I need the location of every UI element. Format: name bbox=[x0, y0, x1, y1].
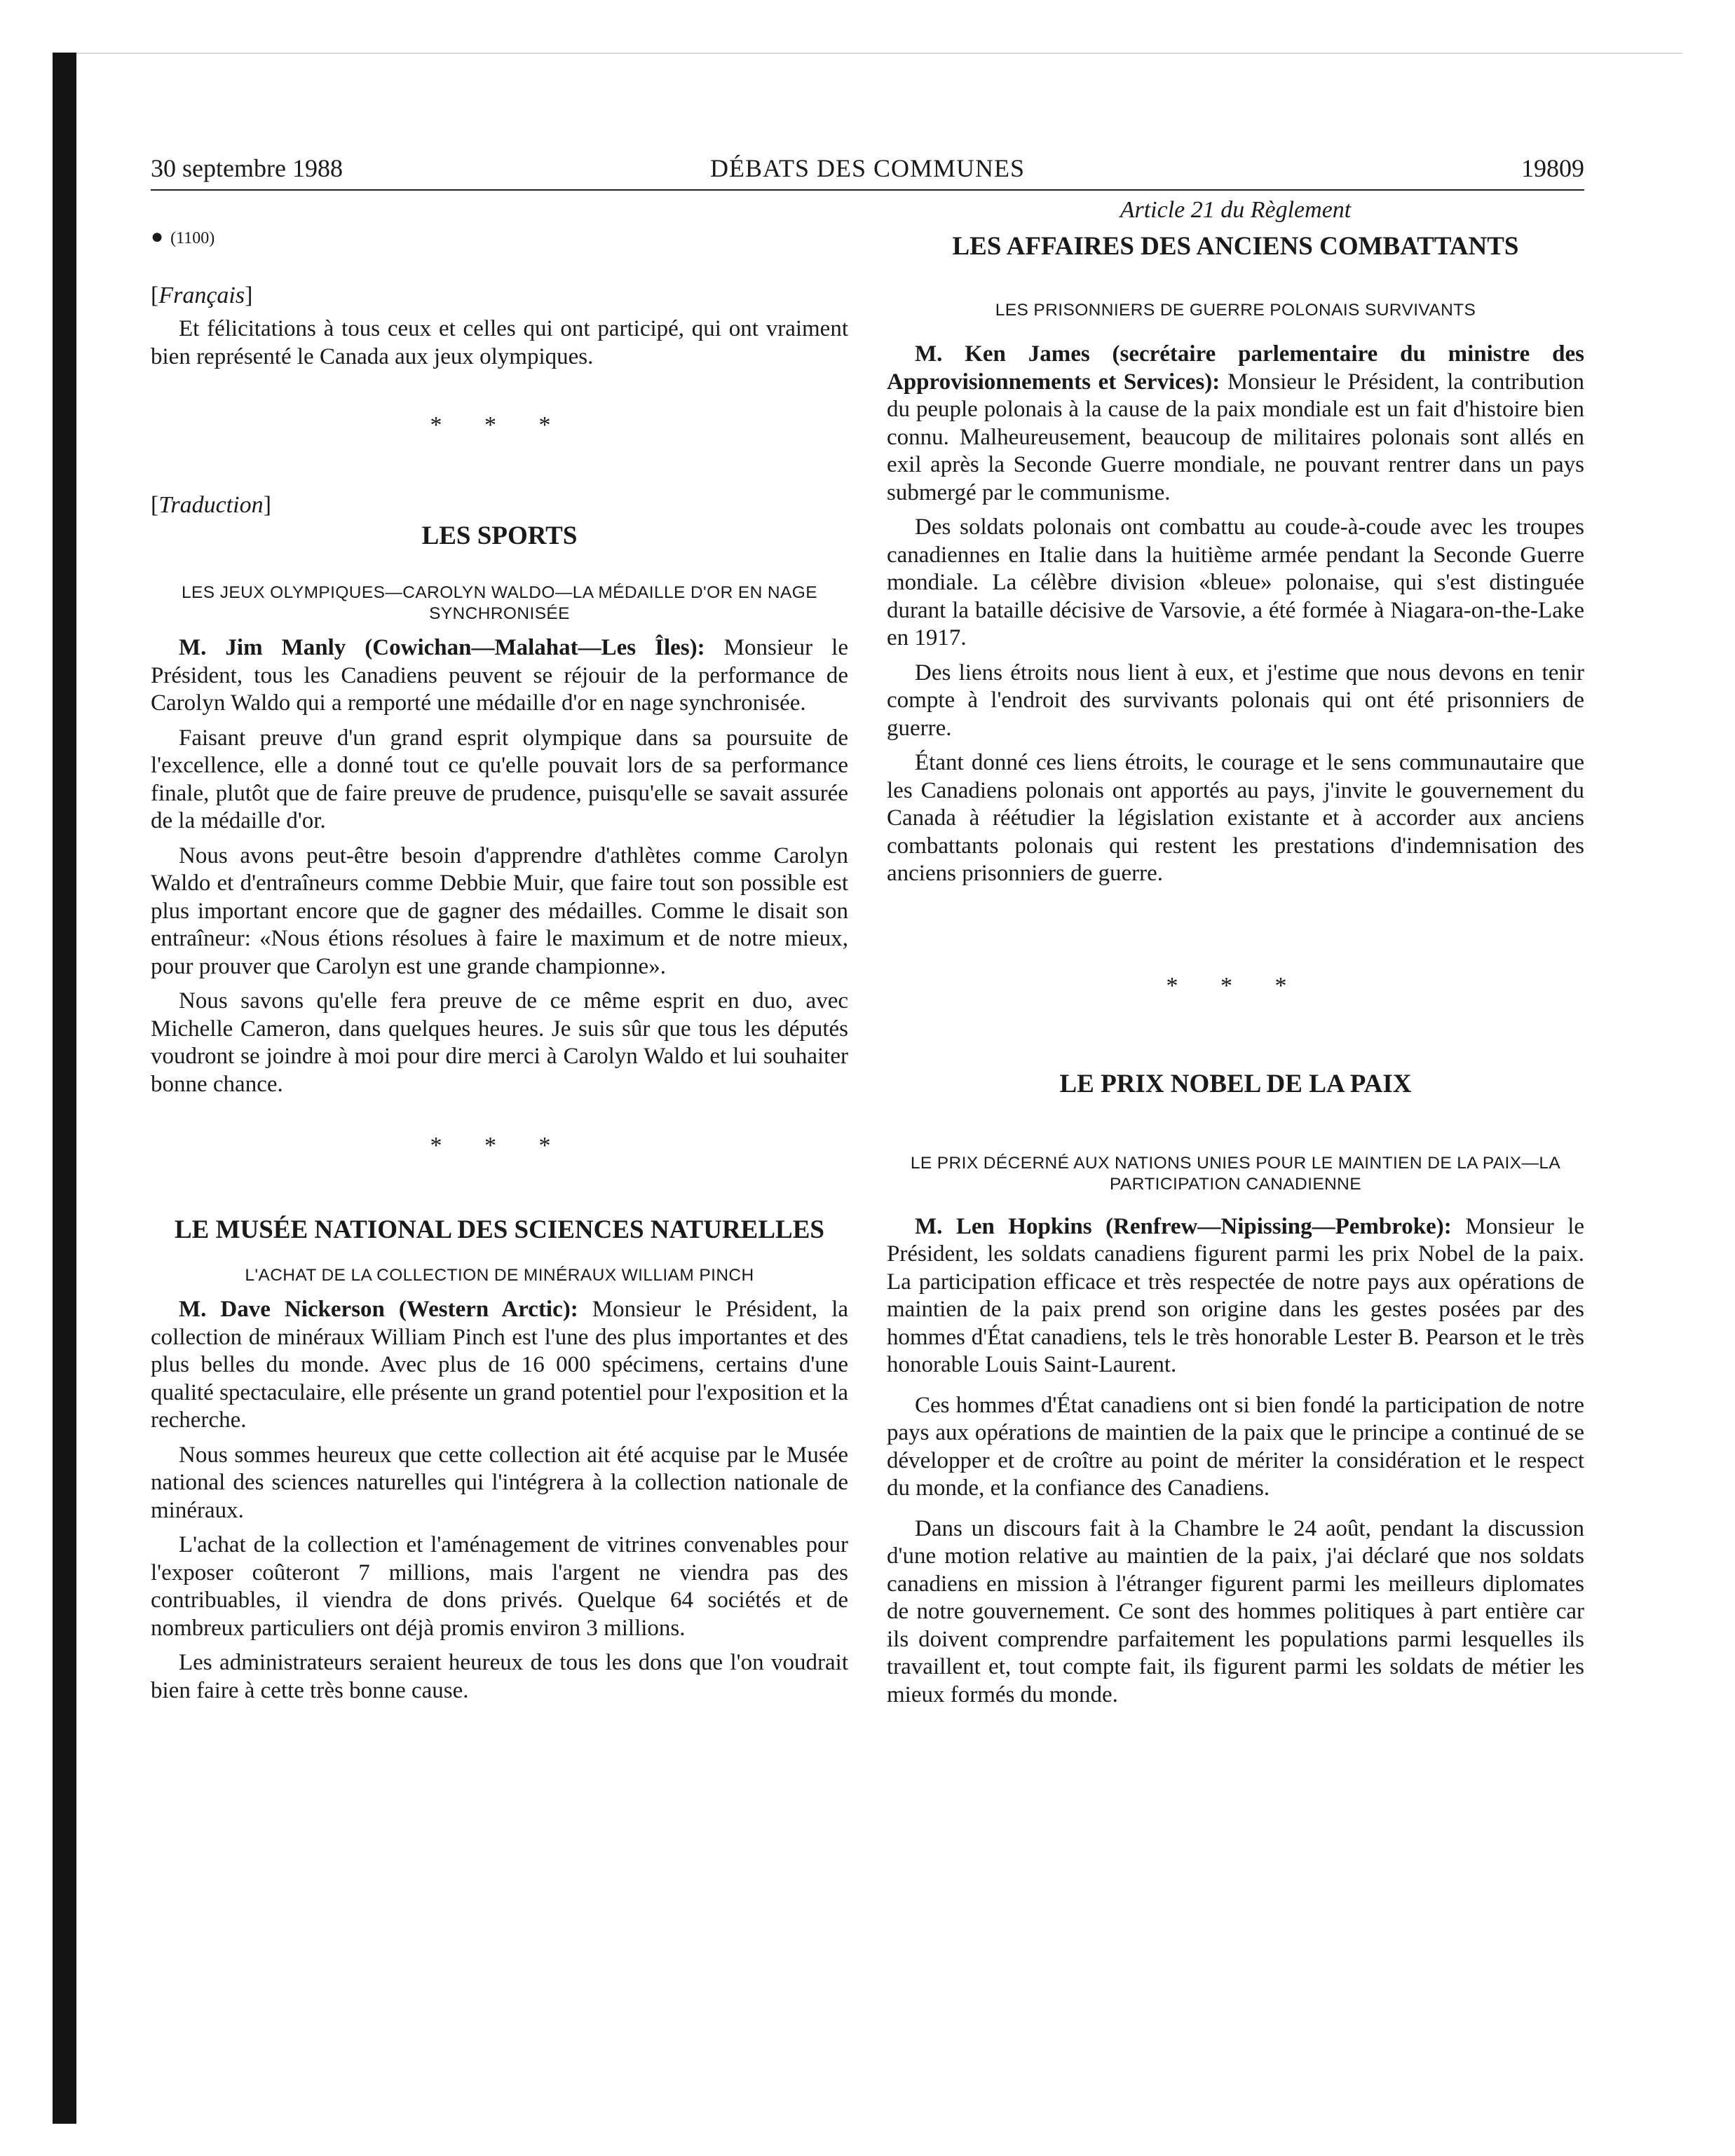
scan-binding-edge bbox=[53, 53, 76, 2124]
subheading-jeux-olympiques: LES JEUX OLYMPIQUES—CAROLYN WALDO—LA MÉDAILLE D'OR EN NAGE SYNCHRONISÉE bbox=[182, 583, 817, 623]
paragraph-speech-hopkins: M. Len Hopkins (Renfrew—Nipissing—Pembroke): Monsieur le Président, les soldats canadiens figurent parmi les prix Nobel de la paix. La participation efficace et très respectée de notre pays aux opérations de maintien de la paix prend son origine dans les gestes posées par des hommes d'État canadiens, tels le très honorable Lester B. Pearson et le très honorable Louis Saint-Laurent. bbox=[887, 1213, 1585, 1377]
paragraph: Les administrateurs seraient heureux de tous les dons que l'on voudrait bien faire à cette très bonne cause. bbox=[151, 1650, 848, 1703]
header-title: DÉBATS DES COMMUNES bbox=[709, 154, 1026, 182]
language-tag-francais: [Français] bbox=[151, 282, 253, 308]
rubric-article-21: Article 21 du Règlement bbox=[1120, 197, 1352, 223]
paragraph: Nous sommes heureux que cette collection ait été acquise par le Musée national des sciences naturelles qui l'intégrera à la collection nationale de minéraux. bbox=[151, 1442, 848, 1523]
paragraph: Nous avons peut-être besoin d'apprendre d'athlètes comme Carolyn Waldo et d'entraîneurs comme Debbie Muir, que faire tout son possible est plus important encore que de gagner des médailles. Comme le disait son entraîneur: «Nous étions résolues à faire le maximum et de notre mieux, pour prouver que Carolyn est une grande championne». bbox=[151, 842, 848, 979]
bullet-icon: ● bbox=[151, 225, 164, 248]
paragraph-speech-manly: M. Jim Manly (Cowichan—Malahat—Les Îles): Monsieur le Président, tous les Canadiens peuvent se réjouir de la performance de Carolyn Waldo qui a remporté une médaille d'or en nage synchronisée. bbox=[151, 635, 848, 716]
running-header bbox=[151, 153, 1584, 191]
subheading-prix-nations-unies: LE PRIX DÉCERNÉ AUX NATIONS UNIES POUR LE MAINTIEN DE LA PAIX—LA PARTICIPATION CANADIENNE bbox=[910, 1153, 1561, 1194]
hansard-page bbox=[151, 153, 1584, 2101]
section-heading-anciens-combattants: LES AFFAIRES DES ANCIENS COMBATTANTS bbox=[952, 232, 1519, 261]
section-heading-nobel: LE PRIX NOBEL DE LA PAIX bbox=[1059, 1069, 1412, 1098]
header-date: 30 septembre 1988 bbox=[151, 154, 343, 182]
paragraph-speech-nickerson: M. Dave Nickerson (Western Arctic): Monsieur le Président, la collection de minéraux William Pinch est l'une des plus importantes et des plus belles du monde. Avec plus de 16 000 spécimens, certains d'une qualité spectaculaire, elle présente un grand potentiel pour l'exposition et la recherche. bbox=[151, 1297, 849, 1433]
subheading-collection-pinch: L'ACHAT DE LA COLLECTION DE MINÉRAUX WILLIAM PINCH bbox=[245, 1266, 754, 1285]
section-heading-musee: LE MUSÉE NATIONAL DES SCIENCES NATURELLES bbox=[175, 1215, 824, 1244]
paragraph: Ces hommes d'État canadiens ont si bien fondé la participation de notre pays aux opérations de maintien de la paix que le principe a continué de se développer et de croître au point de mériter la considération et le respect du monde, et la confiance des Canadiens. bbox=[887, 1392, 1584, 1501]
section-separator: * * * bbox=[430, 412, 569, 438]
speaker-name: M. Jim Manly (Cowichan—Malahat—Les Îles): bbox=[179, 635, 705, 660]
section-separator: * * * bbox=[1166, 972, 1305, 999]
paragraph: Nous savons qu'elle fera preuve de ce même esprit en duo, avec Michelle Cameron, dans quelques heures. Je suis sûr que tous les députés voudront se joindre à moi pour dire merci à Carolyn Waldo et lui souhaiter bonne chance. bbox=[151, 988, 848, 1097]
section-separator: * * * bbox=[430, 1133, 569, 1159]
section-heading-sports: LES SPORTS bbox=[421, 521, 578, 550]
paragraph: Des soldats polonais ont combattu au coude-à-coude avec les troupes canadiennes en Italie dans la huitième armée pendant la Seconde Guerre mondiale. La célèbre division «bleue» polonaise, qui s'est distinguée durant la bataille décisive de Varsovie, a été formée à Niagara-on-the-Lake en 1917. bbox=[887, 514, 1584, 650]
language-tag-traduction: [Traduction] bbox=[151, 492, 271, 518]
speaker-name: M. Len Hopkins (Renfrew—Nipissing—Pembroke): bbox=[915, 1213, 1452, 1239]
paragraph: Étant donné ces liens étroits, le courage et le sens communautaire que les Canadiens polonais ont apportés au pays, j'invite le gouvernement du Canada à réétudier la législation existante et à accorder aux anciens combattants polonais qui restent les prestations d'indemnisation des anciens prisonniers de guerre. bbox=[887, 750, 1584, 886]
right-column bbox=[887, 197, 1585, 1709]
header-page-number: 19809 bbox=[1521, 154, 1584, 182]
speaker-name: M. Ken James (secrétaire parlementaire du ministre des Approvisionnements et Services): bbox=[887, 341, 1584, 395]
scan-border-top bbox=[53, 53, 1682, 54]
paragraph: Dans un discours fait à la Chambre le 24 août, pendant la discussion d'une motion relative au maintien de la paix, j'ai déclaré que nos soldats canadiens en mission à l'étranger figurent parmi les meilleurs diplomates de notre gouvernement. Ce sont des hommes politiques à part entière car ils doivent comprendre parfaitement les populations parmi lesquelles ils travaillent et, tout compte fait, ils figurent parmi les soldats de métier les mieux formés du monde. bbox=[887, 1515, 1584, 1707]
paragraph: L'achat de la collection et l'aménagement de vitrines convenables pour l'exposer coûteront 7 millions, mais l'argent ne viendra pas des contribuables, il viendra de dons privés. Quelque 64 sociétés et de nombreux particuliers ont déjà promis environ 3 millions. bbox=[151, 1532, 848, 1641]
subheading-prisonniers: LES PRISONNIERS DE GUERRE POLONAIS SURVIVANTS bbox=[995, 301, 1476, 320]
paragraph: Faisant preuve d'un grand esprit olympique dans sa poursuite de l'excellence, elle a donné tout ce qu'elle pouvait lors de sa performance finale, plutôt que de faire preuve de prudence, puisqu'elle se savait assurée de la médaille d'or. bbox=[151, 725, 848, 833]
time-marker: ● (1100) bbox=[151, 225, 215, 248]
speaker-name: M. Dave Nickerson (Western Arctic): bbox=[179, 1297, 578, 1322]
left-column bbox=[151, 203, 848, 1705]
paragraph: Des liens étroits nous lient à eux, et j'estime que nous devons en tenir compte à l'endroit des survivants polonais qui ont été prisonniers de guerre. bbox=[887, 660, 1584, 741]
paragraph: Et félicitations à tous ceux et celles qui ont participé, qui ont vraiment bien représenté le Canada aux jeux olympiques. bbox=[151, 316, 848, 369]
paragraph-speech-james: M. Ken James (secrétaire parlementaire du ministre des Approvisionnements et Services): Monsieur le Président, la contribution du peuple polonais à la cause de la paix mondiale est un fait d'histoire bien connu. Malheureusement, beaucoup de militaires polonais sont allés en exil après la Seconde Guerre mondiale, ne pouvant rentrer dans un pays submergé par le communisme. bbox=[887, 341, 1584, 505]
